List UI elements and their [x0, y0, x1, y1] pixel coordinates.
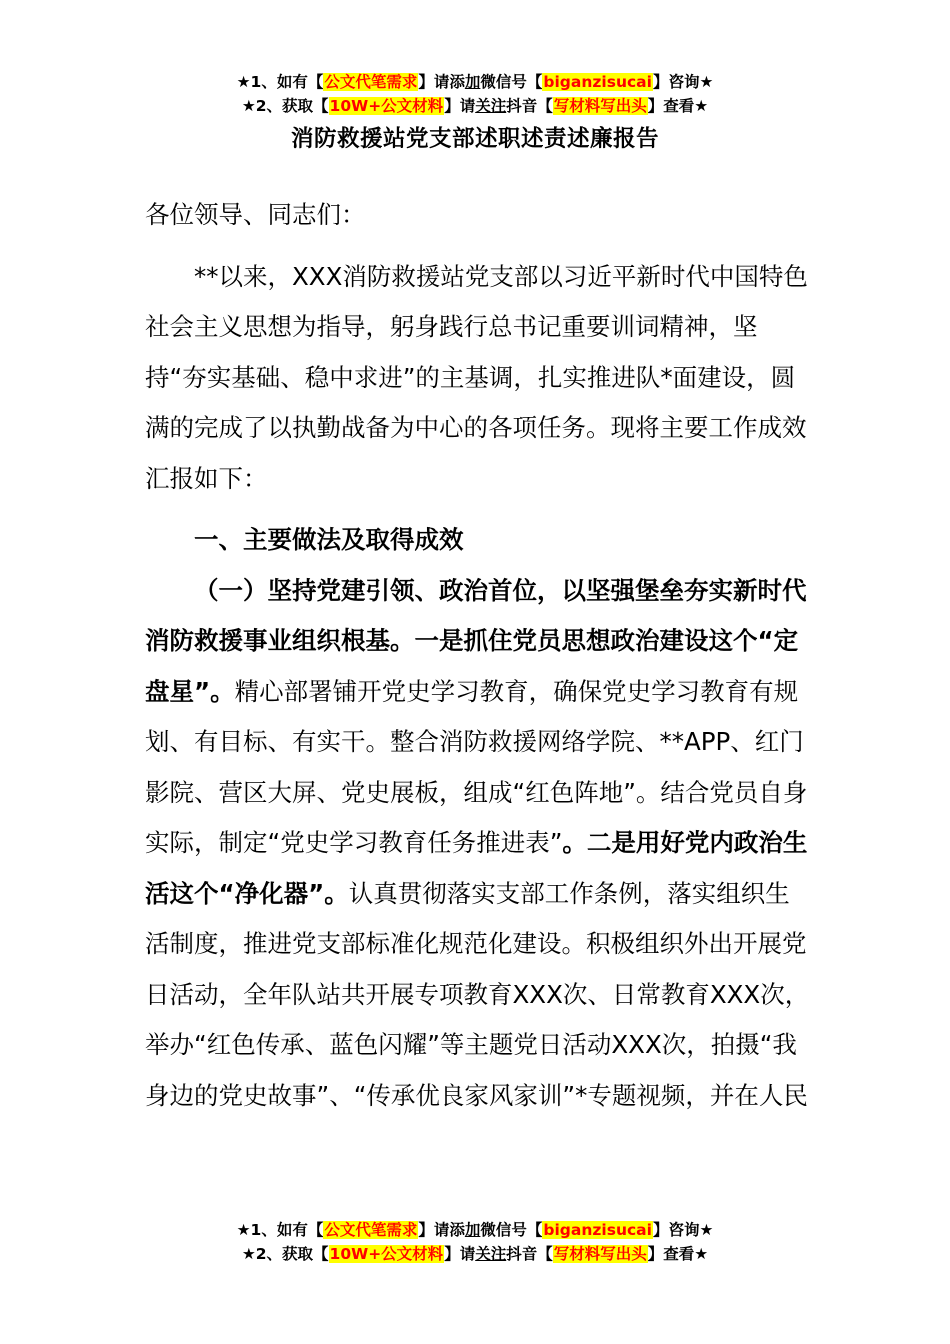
banner-text: 】请添 — [418, 1221, 465, 1239]
highlight-materials: 10W+公文材料 — [329, 97, 444, 115]
intro-paragraph: **以来，XXX消防救援站党支部以习近平新时代中国特色社会主义思想为指导，躬身践行总书记重要训词精神，坚持“夯实基础、稳中求进”的主基调，扎实推进队*面建设，圆满的完成了以执勤战备为中心的各项任务。现将主要工作成效汇报如下： — [145, 261, 808, 493]
banner-text: 】咨询★ — [652, 73, 714, 91]
banner-text-underlined: 关注 — [475, 1245, 507, 1263]
banner-line-2 — [0, 94, 950, 118]
banner-line-1 — [0, 1218, 950, 1242]
section-heading: 一、主要做法及取得成效 — [194, 525, 464, 554]
banner-line-2 — [0, 1242, 950, 1266]
banner-text: ★2、获取【 — [241, 97, 329, 115]
paragraph-text: 精心部署铺开党史学习教育，确保党史学习教育有规划、有目标、有实干。整合消防救援网络学院、**APP、红门影院、营区大屏、党史展板，组成“红色阵地”。结合党员自身实际，制定“党史学习教育任务推进表” — [145, 676, 808, 857]
banner-text: 】请 — [444, 1245, 476, 1263]
banner-text: 微信号【 — [480, 1221, 543, 1239]
paragraph-text: 认真贯彻落实支部工作条例，落实组织生活制度，推进党支部标准化规范化建设。积极组织外出开展党日活动，全年队站共开展专项教育XXX次、日常教育XXX次，举办“红色传承、蓝色闪耀”等主题党日活动XXX次，拍摄“我身边的党史故事”、“传承优良家风家训”*专题视频，并在人民 — [145, 878, 810, 1110]
highlight-douyin-account: 写材料写出头 — [553, 1245, 647, 1263]
banner-text-underlined: 加 — [464, 73, 481, 91]
banner-text: 】查看★ — [647, 97, 709, 115]
banner-text: ★2、获取【 — [241, 1245, 329, 1263]
banner-text: ★1、如有【 — [236, 1221, 324, 1239]
highlight-materials: 10W+公文材料 — [329, 1245, 444, 1263]
banner-text: 】咨询★ — [652, 1221, 714, 1239]
greeting: 各位领导、同志们： — [145, 200, 366, 229]
banner-text-underlined: 加 — [464, 1221, 481, 1239]
banner-text: 抖音【 — [506, 97, 553, 115]
highlight-douyin-account: 写材料写出头 — [553, 97, 647, 115]
document-title: 消防救援站党支部述职述责述廉报告 — [290, 126, 659, 152]
banner-text: 抖音【 — [506, 1245, 553, 1263]
bold-lead: 。二是用好党内政治生活这个“净化器”。 — [145, 828, 808, 908]
highlight-wechat-id: biganzisucai — [543, 73, 652, 91]
banner-text: 】查看★ — [647, 1245, 709, 1263]
banner-text: 】请添 — [418, 73, 465, 91]
highlight-ghostwriting: 公文代笔需求 — [324, 73, 418, 91]
banner-line-1 — [0, 70, 950, 94]
banner-text: ★1、如有【 — [236, 73, 324, 91]
footer-banner — [0, 1218, 950, 1266]
body-paragraph — [145, 566, 810, 1122]
bold-lead: （一）坚持党建引领、政治首位，以坚强堡垒夯实新时代消防救援事业组织根基。一是抓住党员思想政治建设这个“定盘星”。 — [145, 575, 807, 706]
banner-text-underlined: 关注 — [475, 97, 507, 115]
header-banner — [0, 70, 950, 118]
banner-text: 】请 — [444, 97, 476, 115]
highlight-ghostwriting: 公文代笔需求 — [324, 1221, 418, 1239]
banner-text: 微信号【 — [480, 73, 543, 91]
document-body — [145, 190, 810, 1121]
highlight-wechat-id: biganzisucai — [543, 1221, 652, 1239]
